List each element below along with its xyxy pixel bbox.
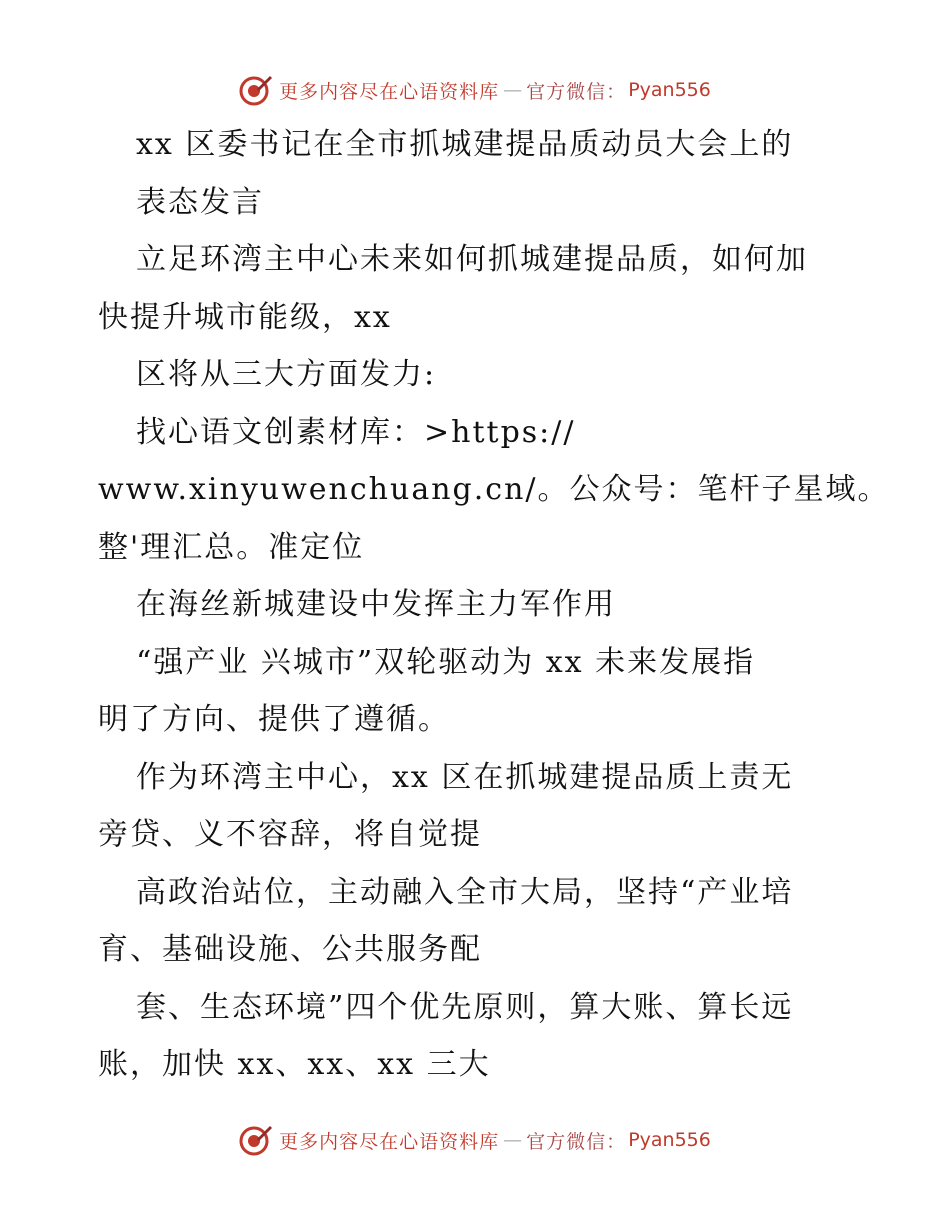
banner-separator: —: [503, 1129, 523, 1151]
red-pen-circle-logo-icon: [239, 73, 273, 107]
header-watermark-banner: [0, 70, 950, 110]
text-line: www.xinyuwenchuang.cn/。公众号：笔杆子星域。: [98, 472, 890, 507]
text-line: 区将从三大方面发力:: [136, 357, 437, 392]
document-body: [98, 116, 890, 1094]
text-line: 明了方向、提供了遵循。: [98, 702, 450, 737]
red-pen-circle-logo-icon: [239, 1123, 273, 1157]
text-line: 找心语文创素材库：>https://: [136, 414, 576, 450]
text-line: “强产业 兴城市”双轮驱动为 xx 未来发展指: [136, 644, 756, 680]
text-line: 快提升城市能级，xx: [98, 299, 392, 335]
text-line: 育、基础设施、公共服务配: [98, 932, 482, 967]
banner-brand-text: 更多内容尽在心语资料库: [279, 80, 500, 103]
text-line: 表态发言: [136, 184, 264, 220]
banner-brand-text: 更多内容尽在心语资料库: [279, 1130, 500, 1153]
text-line: xx 区委书记在全市抓城建提品质动员大会上的: [136, 127, 794, 162]
banner-official-label: 官方微信：: [526, 80, 627, 103]
banner-wechat-id: Pyan556: [628, 79, 711, 101]
banner-wechat-id: Pyan556: [628, 1129, 711, 1151]
footer-watermark-banner: [0, 1120, 950, 1160]
text-line: 在海丝新城建设中发挥主力军作用: [136, 587, 616, 622]
text-line: 账，加快 xx、xx、xx 三大: [98, 1047, 491, 1082]
text-line: 作为环湾主中心，xx 区在抓城建提品质上责无: [136, 759, 794, 795]
text-line: 套、生态环境”四个优先原则，算大账、算长远: [136, 989, 794, 1025]
text-line: 整'理汇总。准定位: [98, 529, 365, 565]
text-line: 高政治站位，主动融入全市大局，坚持“产业培: [136, 874, 794, 910]
text-line: 旁贷、义不容辞，将自觉提: [98, 817, 482, 852]
banner-official-label: 官方微信：: [526, 1130, 627, 1153]
text-line: 立足环湾主中心未来如何抓城建提品质，如何加: [136, 242, 808, 277]
banner-separator: —: [503, 79, 523, 101]
